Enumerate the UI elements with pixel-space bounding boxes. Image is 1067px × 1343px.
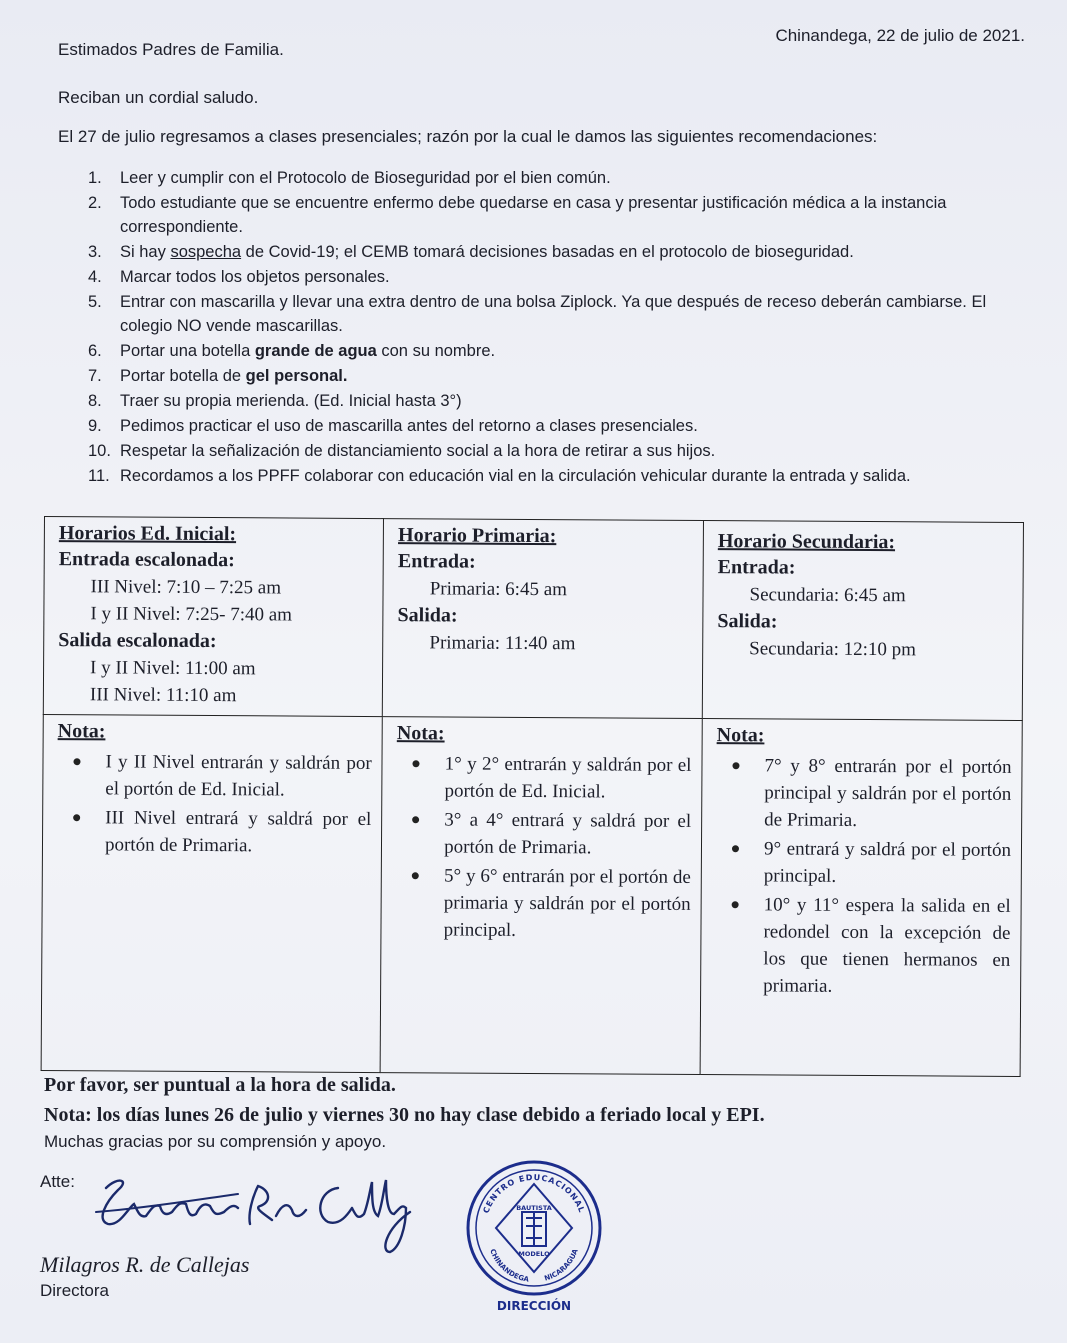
inicial-entry-1: III Nivel: 7:10 – 7:25 am [90, 576, 282, 599]
inicial-entry-label: Entrada escalonada: [58, 548, 235, 572]
primaria-exit-label: Salida: [397, 604, 458, 627]
list-item: 10. Respetar la señalización de distanciamiento social a la hora de retirar a sus hijos. [88, 442, 716, 460]
thanks-line: Muchas gracias por su comprensión y apoyo. [44, 1132, 387, 1151]
list-item: 9. Pedimos practicar el uso de mascarilla antes del retorno a clases presenciales. [88, 417, 698, 435]
list-item: 1° y 2° entrarán y saldrán por el portón de Ed. Inicial. [444, 750, 691, 806]
schedule-table [41, 516, 1024, 1077]
handwritten-signature [88, 1168, 428, 1258]
list-item: 8. Traer su propia merienda. (Ed. Inicial hasta 3°) [88, 392, 462, 410]
signer-role: Directora [40, 1281, 109, 1300]
school-seal-stamp [464, 1156, 604, 1316]
secundaria-exit: Secundaria: 12:10 pm [749, 638, 917, 661]
notes-inicial-list [57, 748, 372, 860]
primaria-entry-label: Entrada: [397, 550, 476, 573]
list-item: 7° y 8° entrarán por el portón principal y saldrán por el portón de Primaria. [764, 752, 1011, 835]
notes-secundaria-list [715, 752, 1011, 1001]
primaria-entry: Primaria: 6:45 am [429, 578, 568, 601]
signer-name: Milagros R. de Callejas [40, 1252, 250, 1277]
recommendations-list [78, 166, 1038, 489]
primaria-exit: Primaria: 11:40 am [429, 632, 576, 655]
secundaria-entry: Secundaria: 6:45 am [749, 584, 906, 607]
inicial-entry-2: I y II Nivel: 7:25- 7:40 am [90, 603, 293, 626]
list-item: 5. Entrar con mascarilla y llevar una extra dentro de una bolsa Ziplock. Ya que después de receso deberán cambiarse. El colegio NO vende mascarillas. [88, 293, 987, 335]
list-item: 6. Portar una botella grande de agua con su nombre. [88, 342, 496, 360]
secundaria-title: Horario Secundaria: [717, 530, 896, 554]
inicial-title: Horarios Ed. Inicial: [58, 522, 237, 546]
list-item: I y II Nivel entrarán y saldrán por el portón de Ed. Inicial. [105, 748, 372, 804]
secundaria-entry-label: Entrada: [717, 556, 796, 579]
svg-text:MODELO: MODELO [518, 1250, 550, 1258]
list-item: 11. Recordamos a los PPFF colaborar con educación vial en la circulación vehicular durante la entrada y salida. [88, 467, 911, 485]
salutation: Reciban un cordial saludo. [58, 88, 259, 107]
list-item: 10° y 11° espera la salida en el redondel con la excepción de los que tienen hermanos en primaria. [763, 891, 1011, 1001]
list-item: 9° entrará y saldrá por el portón principal. [764, 835, 1011, 891]
secundaria-exit-label: Salida: [717, 610, 778, 633]
nota-label: Nota: [716, 724, 765, 747]
closing-label: Atte: [40, 1172, 75, 1191]
list-item: 7. Portar botella de gel personal. [88, 367, 348, 385]
svg-text:BAUTISTA: BAUTISTA [516, 1204, 552, 1212]
inicial-exit-1: I y II Nivel: 11:00 am [90, 657, 256, 680]
schedule-secundaria-cell [702, 521, 1023, 721]
list-item: 4. Marcar todos los objetos personales. [88, 268, 390, 286]
schedule-inicial-cell [43, 517, 383, 717]
notes-primaria-cell [380, 717, 702, 1075]
nota-label: Nota: [396, 722, 445, 745]
list-item: III Nivel entrará y saldrá por el portón de Primaria. [105, 804, 372, 860]
list-item: 2. Todo estudiante que se encuentre enfermo debe quedarse en casa y presentar justificación médica a la instancia correspondiente. [88, 194, 947, 236]
list-item: 1. Leer y cumplir con el Protocolo de Bioseguridad por el bien común. [88, 169, 611, 187]
nota-label: Nota: [57, 720, 106, 743]
svg-text:DIRECCIÓN: DIRECCIÓN [496, 1299, 572, 1313]
notes-secundaria-cell [700, 719, 1022, 1077]
notes-primaria-list [396, 750, 692, 945]
primaria-title: Horario Primaria: [398, 524, 557, 548]
notes-inicial-cell [41, 714, 382, 1072]
holiday-note: Nota: los días lunes 26 de julio y viernes 30 no hay clase debido a feriado local y EPI. [44, 1104, 765, 1126]
svg-text:CENTRO EDUCACIONAL: CENTRO EDUCACIONAL [481, 1172, 587, 1215]
table-row [41, 714, 1022, 1076]
list-item: 5° y 6° entrarán por el portón de primaria y saldrán por el portón principal. [444, 862, 691, 945]
list-item: 3. Si hay sospecha de Covid-19; el CEMB tomará decisiones basadas en el protocolo de bioseguridad. [88, 243, 854, 261]
svg-text:NICARAGUA: NICARAGUA [543, 1247, 580, 1283]
inicial-exit-label: Salida escalonada: [58, 629, 217, 653]
letter-date: Chinandega, 22 de julio de 2021. [775, 26, 1025, 45]
punctuality-note: Por favor, ser puntual a la hora de salida. [44, 1074, 396, 1096]
addressee: Estimados Padres de Familia. [58, 40, 284, 59]
schedule-primaria-cell [382, 519, 703, 719]
svg-text:CHINANDEGA: CHINANDEGA [488, 1247, 530, 1284]
table-row [43, 517, 1023, 721]
inicial-exit-2: III Nivel: 11:10 am [89, 684, 237, 707]
intro-paragraph: El 27 de julio regresamos a clases presenciales; razón por la cual le damos las siguientes recomendaciones: [58, 127, 878, 146]
list-item: 3° a 4° entrará y saldrá por el portón de Primaria. [444, 806, 691, 862]
